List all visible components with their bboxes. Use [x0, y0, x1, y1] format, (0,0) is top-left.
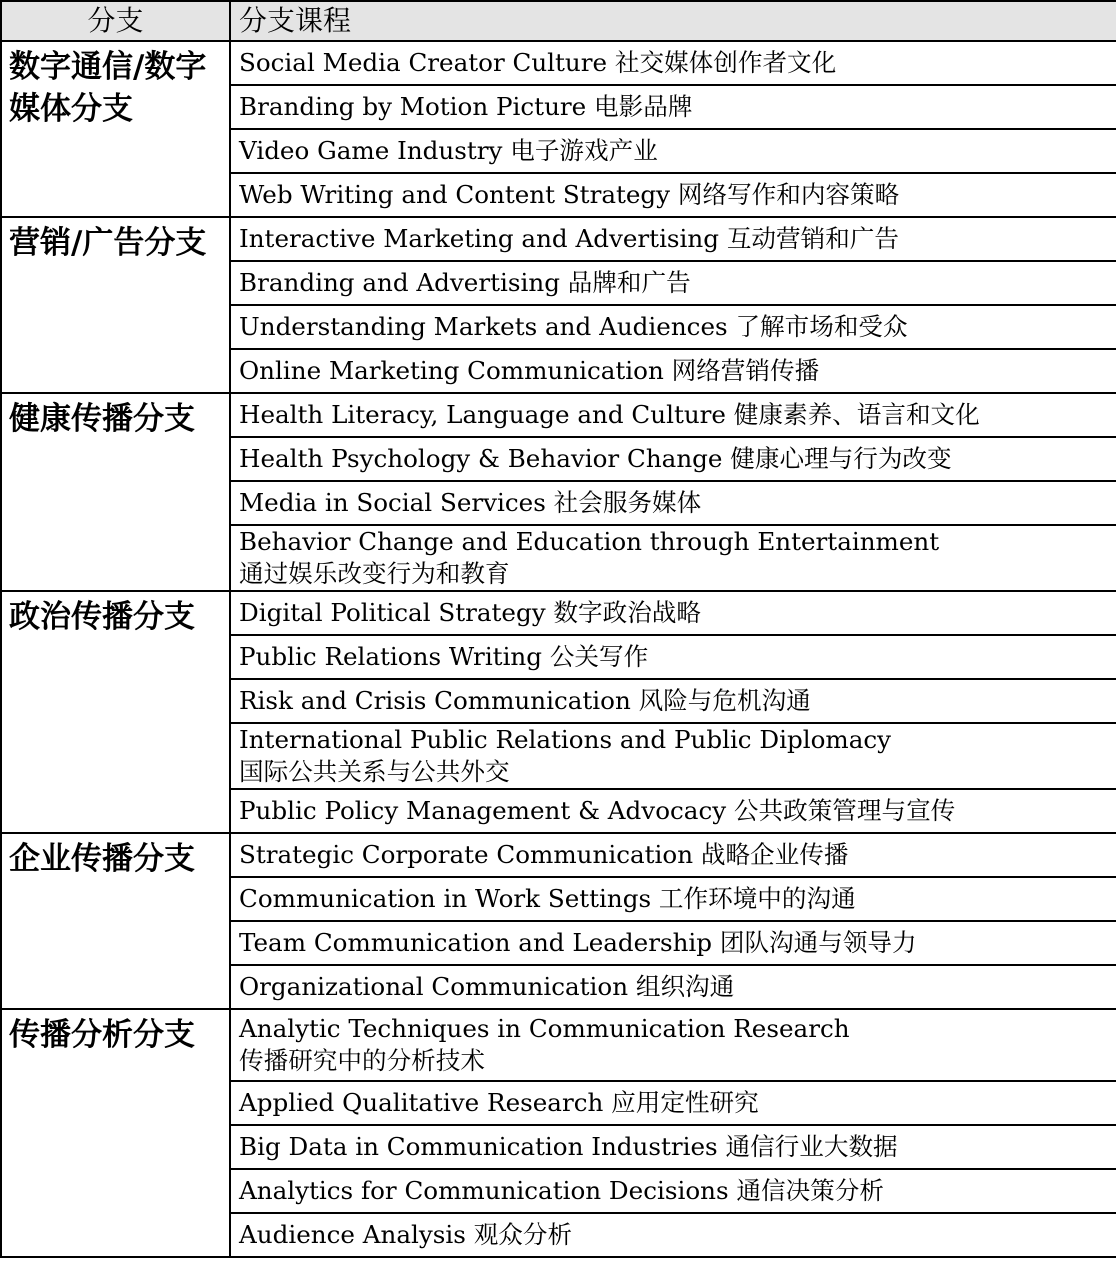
branch-cell: 政治传播分支	[1, 591, 230, 833]
branch-cell: 营销/广告分支	[1, 217, 230, 393]
branch-cell: 健康传播分支	[1, 393, 230, 591]
table-row	[1, 1009, 1116, 1081]
course-cell: Team Communication and Leadership 团队沟通与领导力	[230, 921, 1116, 965]
header-branch: 分支	[1, 1, 230, 41]
course-cell: Web Writing and Content Strategy 网络写作和内容策略	[230, 173, 1116, 217]
course-cell	[230, 525, 1116, 591]
course-title-zh: 传播研究中的分析技术	[239, 1046, 485, 1075]
course-cell: Organizational Communication 组织沟通	[230, 965, 1116, 1009]
course-cell: Media in Social Services 社会服务媒体	[230, 481, 1116, 525]
course-title-zh: 国际公共关系与公共外交	[239, 757, 510, 786]
course-cell: Video Game Industry 电子游戏产业	[230, 129, 1116, 173]
course-title-en: Analytic Techniques in Communication Research	[239, 1014, 850, 1043]
course-cell: Social Media Creator Culture 社交媒体创作者文化	[230, 41, 1116, 85]
course-title-en: International Public Relations and Public Diplomacy	[239, 725, 892, 754]
course-cell	[230, 723, 1116, 789]
course-cell: Applied Qualitative Research 应用定性研究	[230, 1081, 1116, 1125]
course-cell: Big Data in Communication Industries 通信行业大数据	[230, 1125, 1116, 1169]
course-cell: Health Psychology & Behavior Change 健康心理与行为改变	[230, 437, 1116, 481]
branch-cell: 企业传播分支	[1, 833, 230, 1009]
branch-cell: 数字通信/数字媒体分支	[1, 41, 230, 217]
course-cell: Public Policy Management & Advocacy 公共政策管理与宣传	[230, 789, 1116, 833]
course-cell: Communication in Work Settings 工作环境中的沟通	[230, 877, 1116, 921]
table-row	[1, 217, 1116, 261]
course-cell	[230, 1009, 1116, 1081]
course-cell: Public Relations Writing 公关写作	[230, 635, 1116, 679]
header-row	[1, 1, 1116, 41]
course-cell: Health Literacy, Language and Culture 健康素养、语言和文化	[230, 393, 1116, 437]
course-cell: Digital Political Strategy 数字政治战略	[230, 591, 1116, 635]
branch-cell: 传播分析分支	[1, 1009, 230, 1257]
course-cell: Branding and Advertising 品牌和广告	[230, 261, 1116, 305]
course-cell: Online Marketing Communication 网络营销传播	[230, 349, 1116, 393]
course-cell: Branding by Motion Picture 电影品牌	[230, 85, 1116, 129]
course-cell: Risk and Crisis Communication 风险与危机沟通	[230, 679, 1116, 723]
course-cell: Analytics for Communication Decisions 通信决策分析	[230, 1169, 1116, 1213]
course-cell: Understanding Markets and Audiences 了解市场和受众	[230, 305, 1116, 349]
table-row	[1, 591, 1116, 635]
course-cell: Strategic Corporate Communication 战略企业传播	[230, 833, 1116, 877]
header-courses: 分支课程	[230, 1, 1116, 41]
course-cell: Interactive Marketing and Advertising 互动营销和广告	[230, 217, 1116, 261]
course-title-en: Behavior Change and Education through Entertainment	[239, 527, 940, 556]
table-row	[1, 833, 1116, 877]
course-cell: Audience Analysis 观众分析	[230, 1213, 1116, 1257]
course-title-zh: 通过娱乐改变行为和教育	[239, 559, 510, 588]
table-row	[1, 41, 1116, 85]
table-row	[1, 393, 1116, 437]
